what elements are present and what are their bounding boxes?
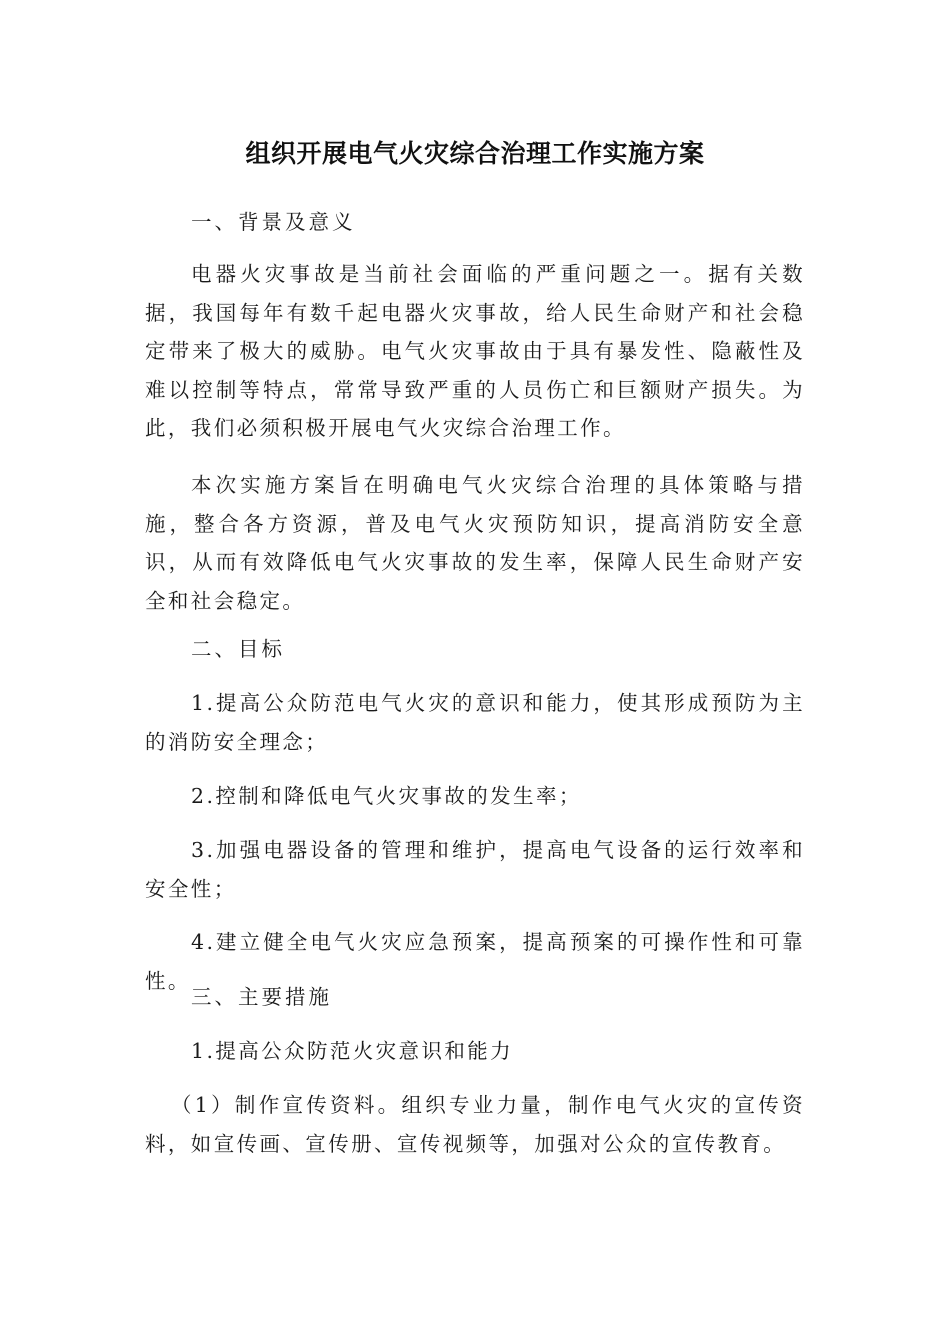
goal-item-1: 1.提高公众防范电气火灾的意识和能力，使其形成预防为主的消防安全理念； (145, 691, 805, 754)
measure-subheading-1: 1.提高公众防范火灾意识和能力 (191, 1039, 514, 1063)
goal-item-3: 3.加强电器设备的管理和维护，提高电气设备的运行效率和安全性； (145, 838, 805, 901)
paragraph-background-1: 电器火灾事故是当前社会面临的严重问题之一。据有关数据，我国每年有数千起电器火灾事故，给人民生命财产和社会稳定带来了极大的威胁。电气火灾事故由于具有暴发性、隐蔽性及难以控制等特点，常常导致严重的人员伤亡和巨额财产损失。为此，我们必须积极开展电气火灾综合治理工作。 (145, 262, 805, 440)
section-heading-measures: 三、主要措施 (191, 985, 332, 1009)
goal-item-2: 2.控制和降低电气火灾事故的发生率； (191, 784, 582, 808)
measure-item-1-1: （1）制作宣传资料。组织专业力量，制作电气火灾的宣传资料，如宣传画、宣传册、宣传视频等，加强对公众的宣传教育。 (145, 1093, 805, 1156)
goal-item-4: 4.建立健全电气火灾应急预案，提高预案的可操作性和可靠性。 (145, 930, 805, 993)
paragraph-background-2: 本次实施方案旨在明确电气火灾综合治理的具体策略与措施，整合各方资源，普及电气火灾预防知识，提高消防安全意识，从而有效降低电气火灾事故的发生率，保障人民生命财产安全和社会稳定。 (145, 473, 805, 613)
section-heading-background: 一、背景及意义 (191, 210, 356, 234)
section-heading-goals: 二、目标 (191, 637, 285, 661)
document-title: 组织开展电气火灾综合治理工作实施方案 (245, 139, 705, 168)
